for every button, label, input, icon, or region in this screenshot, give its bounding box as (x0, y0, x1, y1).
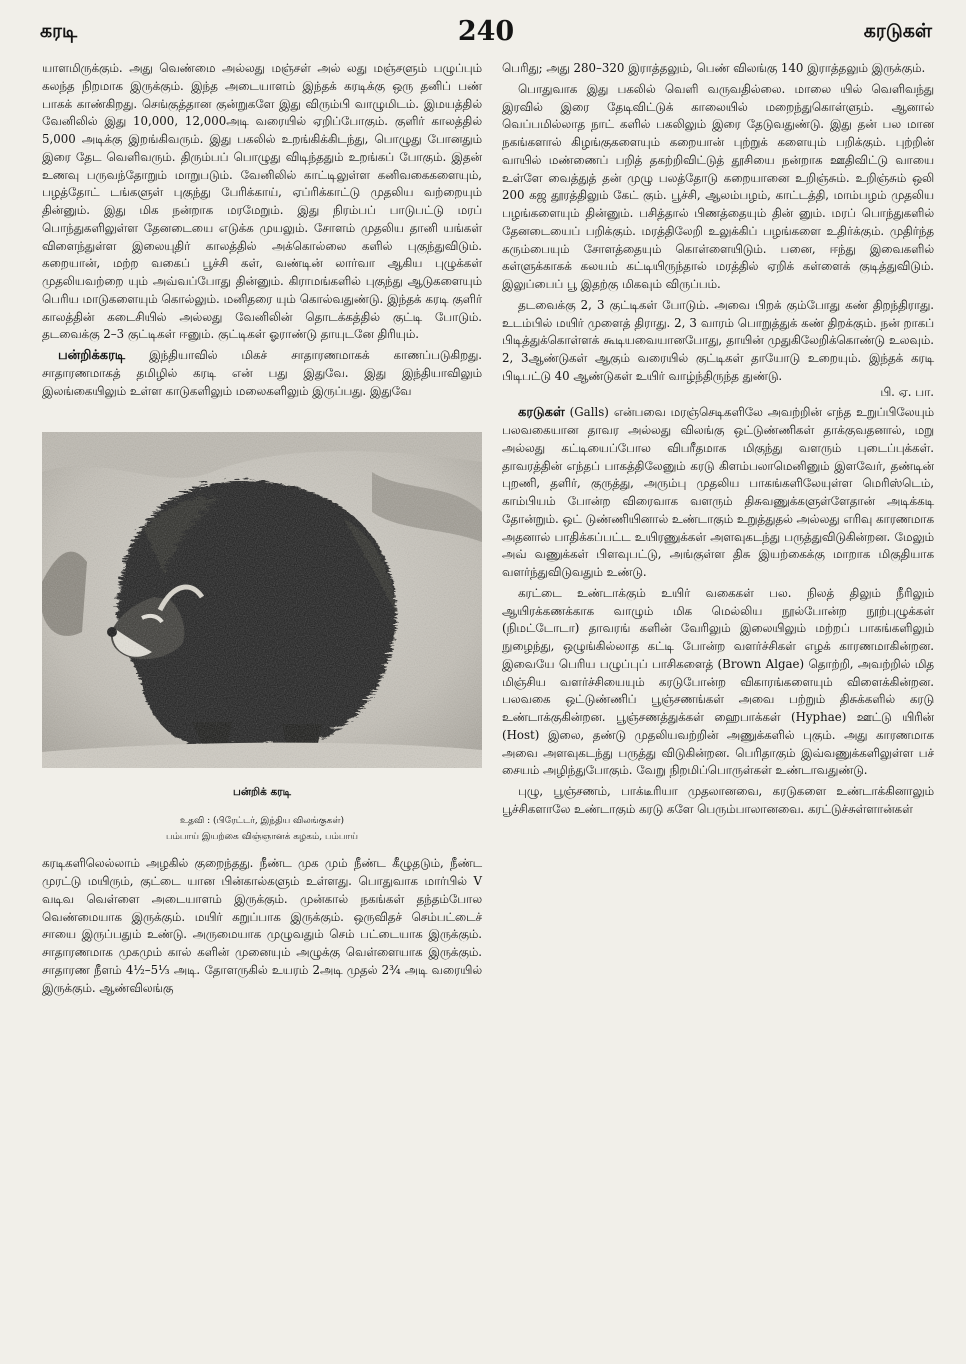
entry-term-sloth-bear: பன்றிக்கரடி (58, 348, 126, 363)
page-number: 240 (457, 16, 515, 47)
paragraph-insect-galls: புழு, பூஞ்சணம், பாக்டீரியா முதலானவை, கரடுகளை உண்டாக்கினாலும் பூச்சிகளாலே உண்டாகும் கரடு களே பெரும்பாலானவை. கரட்டுச்சுள்ளான்கள் (502, 784, 934, 816)
photo-credit-line-1: உதவி : (பிரேட்டர், இந்திய விலங்குகள்) (180, 816, 344, 827)
paragraph-gall-organisms: கரட்டை உண்டாக்கும் உயிர் வகைகள் பல. நிலத் திலும் நீரிலும் ஆயிரக்கணக்காக வாழும் மிக மெல்லிய நூல்போன்ற நூற்புழுக்கள் (நிமட்டோடா) தாவரங் களின் வேரிலும் இலையிலும் மற்றப் பாகங்களிலும் நுழைந்து, ஒழுங்கில்லாத கட்டி போன்ற வளர்ச்சிகள் எழக் காரணமாகின்றன. இவையே பெரிய பழுப்புப் பாசிகளைத் (Brown Algae) தொற்றி, அவற்றில் மித மிஞ்சிய வளர்ச்சியையும் கரடுபோன்ற விகாரங்களையும் விளைக்கின்றன. பலவகை ஒட்டுண்ணிப் பூஞ்சணங்கள் அவை பற்றும் திசுக்களில் கரடு உண்டாக்குகின்றன. பூஞ்சணத்துக்கள் ஹைபாக்கள் (Hyphae) ஊட்டு யிரின் (Host) இலை, தண்டு முதலியவற்றின் அணுக்களில் புகும். அது காரணமாக அவை அளவுகடந்து பருத்து விடுகின்றன. பெரிதாகும் இவ்வணுக்களிலுள்ள பச் சையம் அழிந்துபோகும். வேறு நிறமிப்பொருள்கள் உண்டாவதுண்டு. (502, 585, 934, 778)
author-signature: பி. ஏ. பா. (880, 384, 934, 399)
entry-text: இந்தியாவில் மிகச் சாதாரணமாகக் காணப்படுகிறது. சாதாரணமாகத் தமிழில் கரடி என் பது இதுவே. இது இந்தியாவிலும் இலங்கையிலும் உள்ள காடுகளிலும் மலைகளிலும் இருப்பது. இதுவே (42, 348, 482, 398)
figure-caption: பன்றிக் கரடி (233, 786, 291, 799)
sloth-bear-photo (42, 432, 482, 768)
photo-credit-line-2: பம்பாய் இயற்கை விஞ்ஞானக் கழகம், பம்பாய் (165, 832, 359, 843)
right-column (502, 60, 934, 822)
entry-term-galls-english: (Galls) (564, 405, 609, 420)
paragraph-sloth-bear-intro (42, 347, 482, 400)
breeding-text: தடவைக்கு 2, 3 குட்டிகள் போடும். அவை பிறக் கும்போது கண் திறந்திராது. உடம்பில் மயிர் முளைத் திராது. 2, 3 வாரம் பொறுத்துக் கண் திறக்கும். நன் றாகப் பிடித்துக்கொள்ளக் கூடியவையானபோது, தாயின் முதுகிலேறிக்கொண்டு உலவும். 2, 3ஆண்டுகள் ஆகும் வரையில் குட்டிகள் தாயோடு உறையும். இந்தக் கரடி பிடிபட்டு 40 ஆண்டுகள் உயிர் வாழ்ந்திருந்த துண்டு. (502, 297, 934, 383)
paragraph-sloth-bear-description: கரடிகளிலெல்லாம் அழகில் குறைந்தது. நீண்ட முக மும் நீண்ட கீழுதடும், நீண்ட முரட்டு மயிரும், குட்டை யான பின்கால்களும் உள்ளது. பொதுவாக மார்பில் V வடிவ வெள்ளை அடையாளம் இருக்கும். முன்கால் நகங்கள் தந்தம்போல வெண்மையாக இருக்கும். மயிர் கறுப்பாக இருக்கும். ஒருவிதச் செம்பட்டைச் சாயை இருப்பதும் உண்டு. அருமையாக முழுவதும் செம் பட்டையாக இருக்கும். சாதாரணமாக முகமும் கால் களின் முனையும் அழுக்கு வெள்ளையாக இருக்கும். சாதாரண நீளம் 4½–5⅓ அடி. தோளருகில் உயரம் 2அடி முதல் 2¾ அடி வரையில் இருக்கும். ஆண்விலங்கு (42, 856, 482, 995)
page-header (40, 16, 932, 56)
paragraph-bear-habits: யாளமிருக்கும். அது வெண்மை அல்லது மஞ்சள் அல் லது மஞ்சளும் பழுப்பும் கலந்த நிறமாக இருக்கும். இந்த அடையாளம் இந்தக் கரடிக்கு ஒரு தனிப் பண் பாகக் காண்கிறது. செங்குத்தான குன்றுகளே இது விரும்பி வாழுமிடம். இமயத்தில் வேனிலில் இது 10,000, 12,000அடி வரையில் ஏறிப்போகும். குளிர் காலத்தில் 5,000 அடிக்கு இறங்கிவரும். இது பகலில் உறங்கிக்கிடந்து, பொழுது போனதும் இரை தேட வெளிவரும். திரும்பப் பொழுது விடிந்ததும் உறங்கப் போகும். இதன் உணவு பருவந்தோறும் மாறுபடும். வேனிலில் காட்டிலுள்ள கனிவகைகளையும், பழத்தோட் டங்களுள் புகுந்து பேரிக்காய், ஏப்ரிக்காட்டு முதலிய வற்றையும் தின்னும். இது மிக நன்றாக மரமேறும். இது நிரம்பப் பாடுபட்டு மரப் பொந்துகளிலுள்ள தேனடையை எடுக்க முயலும். சோளம் முதலிய தானி யங்கள் விளைந்துள்ள இலையுதிர் காலத்தில் அக்கொல்லை களில் புகுந்துவிடும். கறையான், மற்ற வகைப் பூச்சி கள், வண்டின் லார்வா ஆகிய புழுக்கள் முதலியவற்றை யும் அவ்வப்போது தின்னும். கிராமங்களில் புகுந்து ஆடுகளையும் பெரிய மாடுகளையும் கொல்லும். மனிதரை யும் கொல்வதுண்டு. இந்தக் கரடி குளிர் காலத்தின் கடைசியில் அல்லது வேனிலின் தொடக்கத்தில் குட்டி போடும். தடவைக்கு 2–3 குட்டிகள் ஈனும். குட்டிகள் ஓராண்டு தாயுடனே திரியும். (42, 61, 482, 342)
left-column (42, 60, 482, 1000)
running-head-left: கரடி (40, 20, 78, 42)
paragraph-feeding: பொதுவாக இது பகலில் வெளி வருவதில்லை. மாலை யில் வெளிவந்து இரவில் இரை தேடிவிட்டுக் காலையில் மறைந்துகொள்ளும். ஆனால் வெப்பமில்லாத நாட் களில் பகலிலும் இரை தேடுவதுண்டு. இது தன் பல மான நகங்களால் கிழங்குகளையும் கறையான் புற்றுக் களையும் பறிக்கும். புற்றின் வாயில் மண்ணைப் பறித் தகற்றிவிட்டுத் தூசியை நன்றாக ஊதிவிட்டு வாயை உள்ளே வைத்துத் தன் முழு பலத்தோடு கறையானை உறிஞ்சும். உறிஞ்சும் ஒலி 200 கஜ தூரத்திலும் கேட் கும். பூச்சி, ஆலம்பழம், காட்டத்தி, மாம்பழம் முதலிய பழங்களையும் தின்னும். பசித்தால் பிணத்தையும் தின் னும். மரப் பொந்துகளில் தேனடையைப் பறிக்கும். மரத்திலேறி உலுக்கிப் பழங்களை உதிர்க்கும். முதிர்ந்த கரும்பையும் சோளத்தையும் கொள்ளையிடும். பனை, ஈந்து இவைகளில் கள்ளுக்காகக் கலயம் கட்டியிருந்தால் மரத்தில் ஏறிக் கள்ளைக் குடித்துவிடும். இலுப்பைப் பூ இதற்கு மிகவும் விருப்பம். (502, 81, 934, 291)
sloth-bear-figure (42, 432, 482, 845)
paragraph-weight: பெரிது; அது 280–320 இராத்தலும், பெண் விலங்கு 140 இராத்தலும் இருக்கும். (502, 61, 926, 75)
running-head-right: கரடுகள் (863, 20, 932, 42)
entry-term-galls: கரடுகள் (518, 405, 565, 421)
paragraph-galls-intro (502, 404, 934, 582)
entry-text: என்பவை மரஞ்செடிகளிலே அவற்றின் எந்த உறுப்பிலேயும் பலவகையான தாவர அல்லது விலங்கு ஒட்டுண்ணிகள் தாக்குவதனால், மறு அல்லது கட்டியைப்போல விபரீதமாக மிகுந்து வளரும் புடைப்புக்கள். தாவரத்தின் எந்தப் பாகத்திலேனும் கரடு கிளம்பலாமெனினும் இளவேர், தண்டின் புறணி, தளிர், குருத்து, அரும்பு முதலிய பாகங்களிலேயுள்ள மெரிஸ்டெம், காம்பியம் போன்ற விரைவாக வளரும் திசுவணுக்களுள்ளேதான் அடிக்கடி தோன்றும். ஒட் டுண்ணியினால் உண்டாகும் உறுத்துதல் அல்லது எரிவு காரணமாக அதனால் பாதிக்கப்பட்ட உயிரணுக்கள் அளவுகடந்து பருத்துவிடுகின்றன. மேலும் அவ் வணுக்கள் பிளவுபட்டு, அங்குள்ள திசு இயற்கைக்கு மாறாக மிகுதியாக வளர்ந்துவிடுவதும் உண்டு. (502, 405, 934, 579)
paragraph-breeding (502, 297, 934, 402)
